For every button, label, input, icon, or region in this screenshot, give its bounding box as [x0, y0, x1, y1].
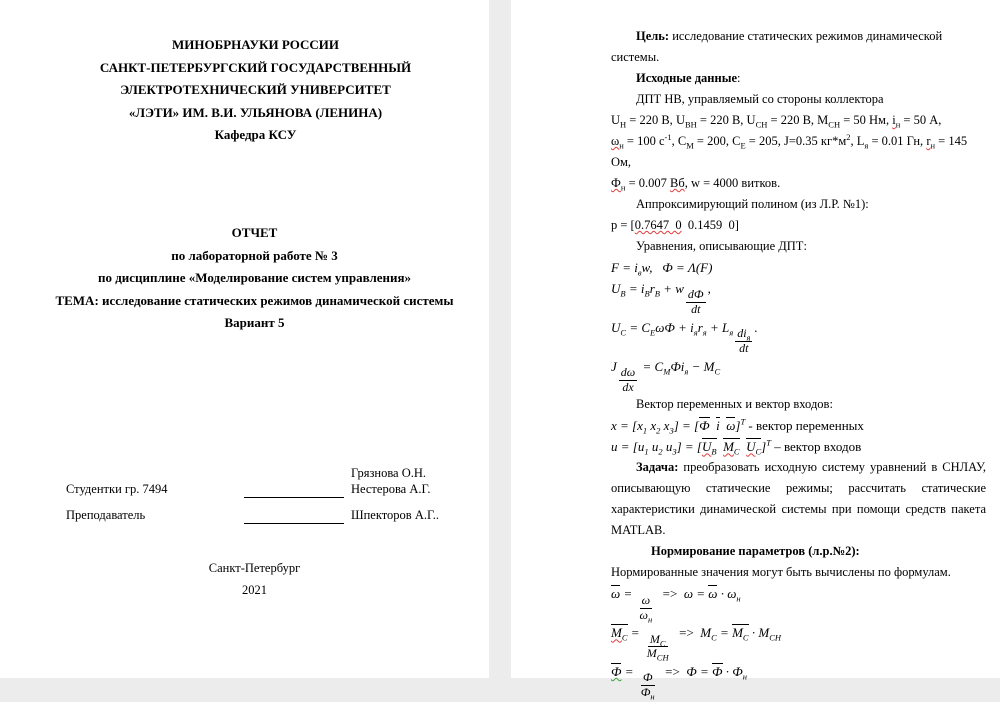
signature-row-student: [66, 481, 443, 498]
city-line: Санкт-Петербург: [208, 561, 301, 575]
signature-row-teacher: [66, 507, 443, 524]
report-discipline: по дисциплине «Моделирование систем управления»: [97, 270, 412, 285]
page-right: [511, 0, 1000, 702]
title-page-header: [36, 34, 475, 147]
header-line: САНКТ-ПЕТЕРБУРГСКИЙ ГОСУДАРСТВЕННЫЙ: [99, 59, 412, 75]
normalization-heading: Нормирование параметров (л.р.№2):: [651, 544, 860, 559]
signature-line: [244, 485, 344, 498]
goal-label: Цель:: [636, 29, 670, 43]
vectors-caption: Вектор переменных и вектор входов:: [636, 397, 833, 412]
normalization-text: Нормированные значения могут быть вычислены по формулам.: [611, 565, 951, 580]
report-variant: Вариант 5: [224, 315, 285, 330]
input-vector-line: $u = [u_1$ $u_2$ $u_3] = [U_В$ $M_С$ $U_С]^T$ – вектор входов: [611, 438, 862, 458]
equation-flux: $F = i_вw$, Ф = Λ(F): [611, 260, 713, 278]
polynomial-caption: Аппроксимирующий полином (из Л.Р. №1):: [636, 197, 869, 211]
report-title: ОТЧЕТ: [231, 225, 278, 240]
header-line: МИНОБРНАУКИ РОССИИ: [172, 37, 339, 52]
year-line: 2021: [242, 583, 267, 597]
equation-excitation-voltage: $U_В = i_Вr_В + w$ $\frac{dФ}{dt}$ ,: [611, 281, 711, 317]
report-body: [511, 0, 1000, 700]
signature-row-name: [66, 466, 443, 481]
student-name-2: Нестерова А.Г.: [351, 482, 431, 496]
title-page-footer: [30, 557, 479, 601]
polynomial-line: p = [0.7647 0 0.1459 0]: [611, 218, 739, 232]
params-line-3: $Ф_н = 0.007$ Вб, w = 4000 витков.: [611, 176, 781, 193]
params-line-1: $U_Н = 220$ В, $U_{ВН} = 220$ В, $U_{СН} = 220$ В, $M_{СН} = 50$ Нм, $i_н = 50$ А,: [611, 113, 942, 130]
student-name-1: Грязнова О.Н.: [351, 466, 427, 480]
teacher-label: Преподаватель: [66, 508, 146, 522]
report-theme: ТЕМА: исследование статических режимов динамической системы: [55, 292, 454, 308]
department-line: Кафедра КСУ: [214, 127, 297, 142]
header-line: ЭЛЕКТРОТЕХНИЧЕСКИЙ УНИВЕРСИТЕТ: [120, 82, 391, 97]
equation-armature-voltage: $U_С = С_Е\omega Ф + i_яr_я + L_я$ $\frac{di_я}{dt}$ .: [611, 319, 758, 355]
signature-line: [244, 511, 344, 524]
equations-caption: Уравнения, описывающие ДПТ:: [636, 239, 807, 253]
task-text: преобразовать исходную систему уравнений в СНЛАУ, описывающую статические режимы; рассчитать статические характеристики динамической системы при помощи средств пакета MATLAB.: [611, 460, 986, 538]
task-label: Задача:: [636, 460, 679, 475]
goal-text: исследование статических режимов динамической системы.: [611, 29, 943, 64]
student-label: Студентки гр. 7494: [66, 482, 168, 496]
initial-data-label: Исходные данные: [636, 71, 738, 85]
normalization-formula-flux: Ф = $\frac{Ф}{Ф_н}$ => $Ф = Ф \cdot Ф_н$: [611, 664, 747, 702]
header-line: «ЛЭТИ» ИМ. В.И. УЛЬЯНОВА (ЛЕНИНА): [128, 104, 383, 120]
page-left: [0, 0, 489, 678]
teacher-name: Шпекторов А.Г..: [351, 508, 440, 522]
signature-block: [66, 466, 443, 524]
params-line-2: $\omega_н = 100$ $с^{-1}$, $С_М = 200$, $С_Е = 205$, J=0.35 $кг*м^2$, $L_я = 0.01$ Гн, $r_н = 145$ Ом,: [611, 131, 968, 169]
normalization-formula-omega: ω = $\frac{\omega}{\omega_н}$ => $\omega = \omega \cdot \omega_н$: [611, 586, 741, 624]
report-title-block: [30, 222, 479, 335]
task-paragraph: [611, 457, 986, 541]
equation-motion: J $\frac{d\omega}{dx}$ = $С_МФi_я - M_С$: [611, 358, 721, 394]
initial-data-heading: Исходные данные:: [636, 71, 741, 85]
report-subtitle: по лабораторной работе № 3: [171, 247, 338, 263]
state-vector-line: $x = [x_1$ $x_2$ $x_3] = [Ф$ i ω]$^T$ - вектор переменных: [611, 417, 864, 437]
dpt-line: ДПТ НВ, управляемый со стороны коллектора: [636, 92, 884, 106]
normalization-formula-torque: $M_С$ = $\frac{M_С}{M_{СН}}$ => $M_С = M_С \cdot M_{СН}$: [611, 625, 781, 663]
goal-paragraph: [611, 26, 986, 68]
